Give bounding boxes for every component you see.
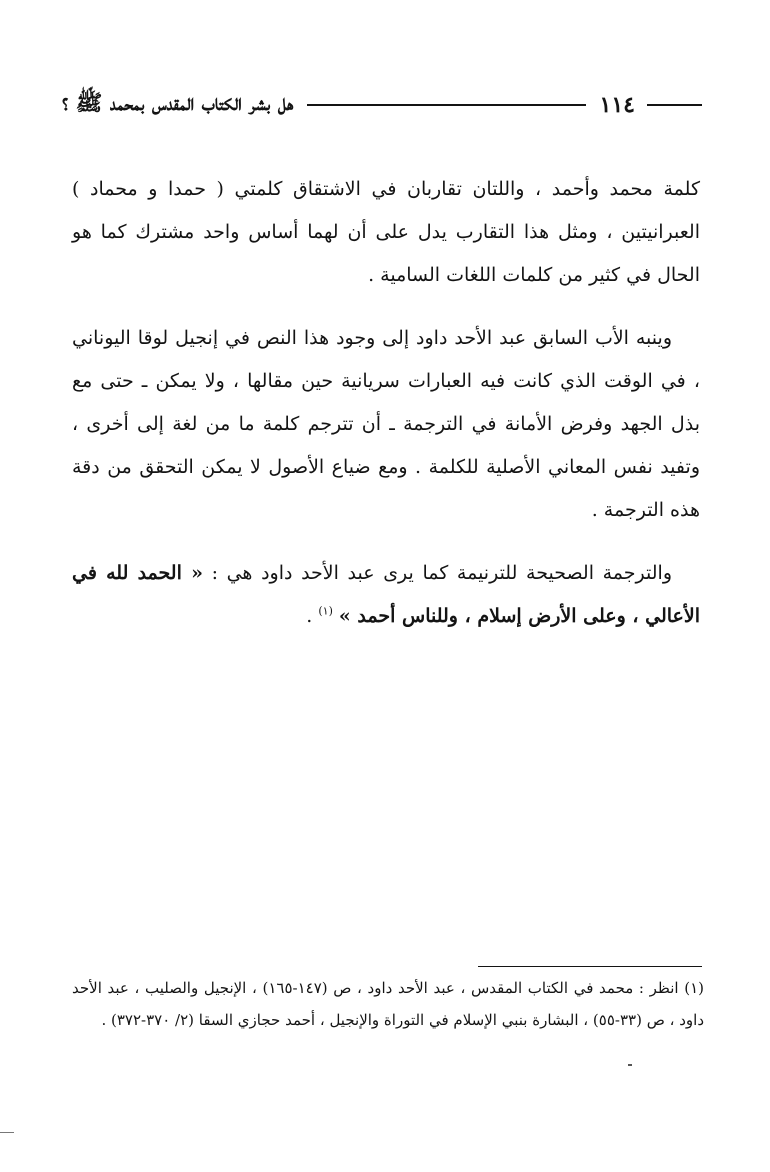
paragraph: كلمة محمد وأحمد ، واللتان تقاربان في الاشتقاق كلمتي ( حمدا و محماد ) العبرانيتين ، ومثل هذا التقارب يدل على أن لهما أساس واحد مشترك كما هو الحال في كثير من كلمات اللغات السامية .	[72, 178, 700, 286]
paragraph: وينبه الأب السابق عبد الأحد داود إلى وجود هذا النص في إنجيل لوقا اليوناني ، في الوقت الذي كانت فيه العبارات سريانية حين مقالها ، ولا يمكن ـ حتى مع بذل الجهد وفرض الأمانة في الترجمة ـ أن تترجم كلمة ما من لغة إلى أخرى ، وتفيد نفس المعاني الأصلية للكلمة . ومع ضياع الأصول لا يمكن التحقق من دقة هذه الترجمة .	[72, 327, 700, 521]
footnotes	[72, 972, 704, 1036]
paragraph-text: والترجمة الصحيحة للترنيمة كما يرى عبد الأحد داود هي :	[202, 562, 672, 584]
page-header	[62, 88, 702, 122]
header-rule	[647, 104, 702, 106]
scan-speck	[628, 1064, 632, 1066]
footnote: (١) انظر : محمد في الكتاب المقدس ، عبد الأحد داود ، ص (١٤٧-١٦٥) ، الإنجيل والصليب ، عبد الأحد داود ، ص (٣٣-٥٥) ، البشارة بنبي الإسلام في التوراة والإنجيل ، أحمد حجازي السقا (٢/ ٣٧٠-٣٧٢) .	[72, 979, 704, 1029]
main-text	[72, 168, 700, 658]
running-title: هل بشر الكتاب المقدس بمحمد ﷺ ؟	[62, 90, 294, 116]
header-rule	[307, 104, 585, 106]
scan-edge-mark	[0, 1132, 14, 1133]
page-number: ١١٤	[599, 92, 635, 118]
hymn-quote: « الحمد لله في الأعالي ، وعلى الأرض إسلام ، وللناس أحمد »	[72, 562, 700, 627]
footnote-separator	[478, 966, 702, 967]
paragraph-end: .	[306, 605, 319, 627]
paragraph	[72, 552, 700, 638]
footnote-reference: (١)	[318, 604, 333, 618]
